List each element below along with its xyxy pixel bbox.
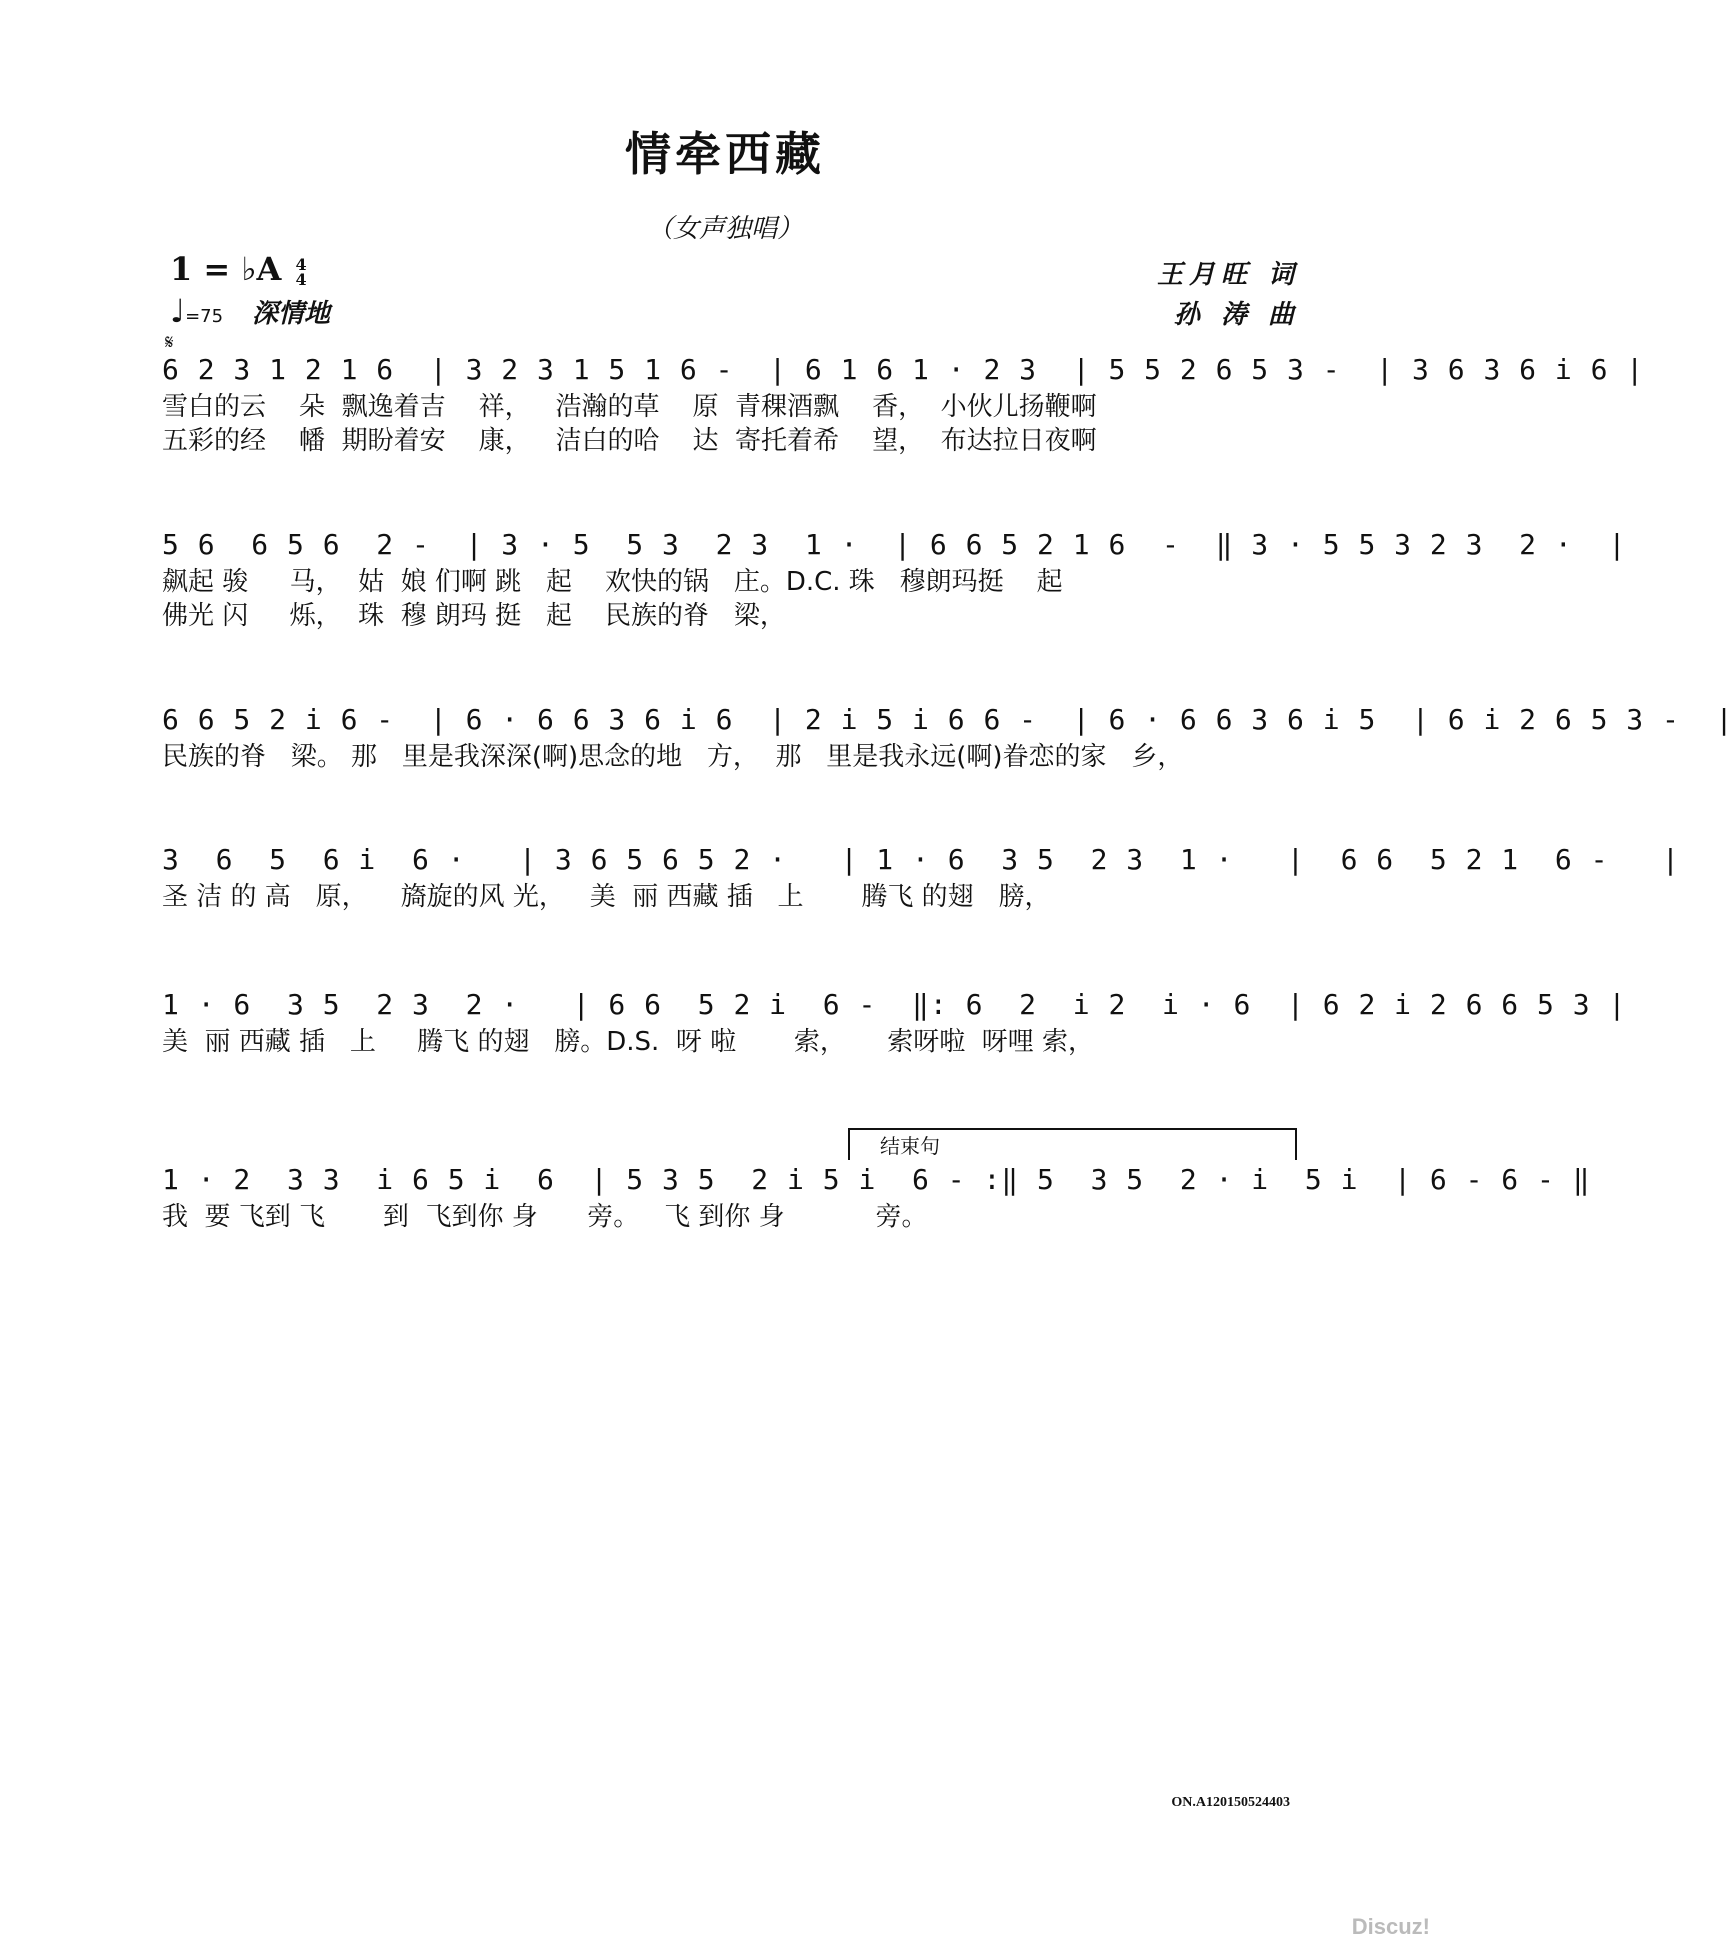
lyric-line: 佛光 闪 烁， 珠 穆 朗玛 挺 起 民族的脊 梁， bbox=[162, 601, 786, 631]
notation-line: 6 6 5 2 i 6 - | 6 · 6 6 3 6 i 6 | 2 i 5 i 6 6 - | 6 · 6 6 3 6 i 5 | 6 i 2 6 5 3 - | bbox=[162, 703, 1733, 736]
segno-icon: 𝄋 bbox=[165, 330, 174, 354]
song-title: 情牵西藏 bbox=[625, 127, 825, 181]
time-signature-top: 4 bbox=[295, 254, 307, 274]
lyric-line: 五彩的经 幡 期盼着安 康， 洁白的哈 达 寄托着希 望， 布达拉日夜啊 bbox=[162, 426, 1097, 456]
score-system-2 bbox=[162, 525, 1627, 633]
key-signature-text: 1 = ♭A bbox=[170, 250, 282, 288]
song-subtitle: （女声独唱） bbox=[646, 214, 803, 244]
tempo-bpm: =75 bbox=[185, 306, 224, 327]
lyric-line: 雪白的云 朵 飘逸着吉 祥， 浩瀚的草 原 青稞酒飘 香， 小伙儿扬鞭啊 bbox=[162, 392, 1097, 422]
expression-marking: 深情地 bbox=[252, 299, 331, 329]
lyric-line: 飙起 骏 马， 姑 娘 们啊 跳 起 欢快的锅 庄。D.C. 珠 穆朗玛挺 起 bbox=[162, 567, 1063, 597]
lyricist-credit: 王月旺 词 bbox=[1156, 260, 1300, 290]
score-system-5 bbox=[162, 985, 1627, 1059]
lyric-line: 圣 洁 的 高 原， 旖旋的风 光， 美 丽 西藏 插 上 腾飞 的翅 膀， bbox=[162, 882, 1051, 912]
lyric-line: 我 要 飞到 飞 到 飞到你 身 旁。 飞 到你 身 旁。 bbox=[162, 1202, 928, 1232]
score-system-6 bbox=[162, 1160, 1591, 1234]
score-system-4 bbox=[162, 840, 1680, 914]
lyric-line: 民族的脊 梁。 那 里是我深深(啊)思念的地 方， 那 里是我永远(啊)眷恋的家 乡， bbox=[162, 742, 1184, 772]
site-watermark: Discuz! bbox=[1351, 1914, 1430, 1939]
notation-line: 5 6 6 5 6 2 - | 3 · 5 5 3 2 3 1 · | 6 6 5 2 1 6 - ‖ 3 · 5 5 3 2 3 2 · | bbox=[162, 528, 1627, 561]
key-signature bbox=[170, 250, 307, 288]
quarter-note-icon: ♩ bbox=[170, 292, 186, 330]
composer-credit: 孙 涛 曲 bbox=[1173, 300, 1300, 330]
notation-line: 1 · 6 3 5 2 3 2 · | 6 6 5 2 i 6 - ‖: 6 2 i 2 i · 6 | 6 2 i 2 6 6 5 3 | bbox=[162, 988, 1627, 1021]
score-system-1 bbox=[162, 350, 1645, 458]
tempo-marking bbox=[170, 292, 330, 330]
time-signature-bottom: 4 bbox=[295, 269, 307, 289]
time-signature bbox=[295, 254, 307, 289]
score-system-3 bbox=[162, 700, 1733, 774]
ending-label: 结束句 bbox=[880, 1134, 940, 1158]
catalog-code: ON.A120150524403 bbox=[1171, 1795, 1290, 1810]
notation-line: 6 2 3 1 2 1 6 | 3 2 3 1 5 1 6 - | 6 1 6 1 · 2 3 | 5 5 2 6 5 3 - | 3 6 3 6 i 6 | bbox=[162, 353, 1645, 386]
lyric-line: 美 丽 西藏 插 上 腾飞 的翅 膀。D.S. 呀 啦 索， 索呀啦 呀哩 索， bbox=[162, 1027, 1095, 1057]
notation-line: 1 · 2 3 3 i 6 5 i 6 | 5 3 5 2 i 5 i 6 - :‖ 5 3 5 2 · i 5 i | 6 - 6 - ‖ bbox=[162, 1163, 1591, 1196]
notation-line: 3 6 5 6 i 6 · | 3 6 5 6 5 2 · | 1 · 6 3 5 2 3 1 · | 6 6 5 2 1 6 - | bbox=[162, 843, 1680, 876]
